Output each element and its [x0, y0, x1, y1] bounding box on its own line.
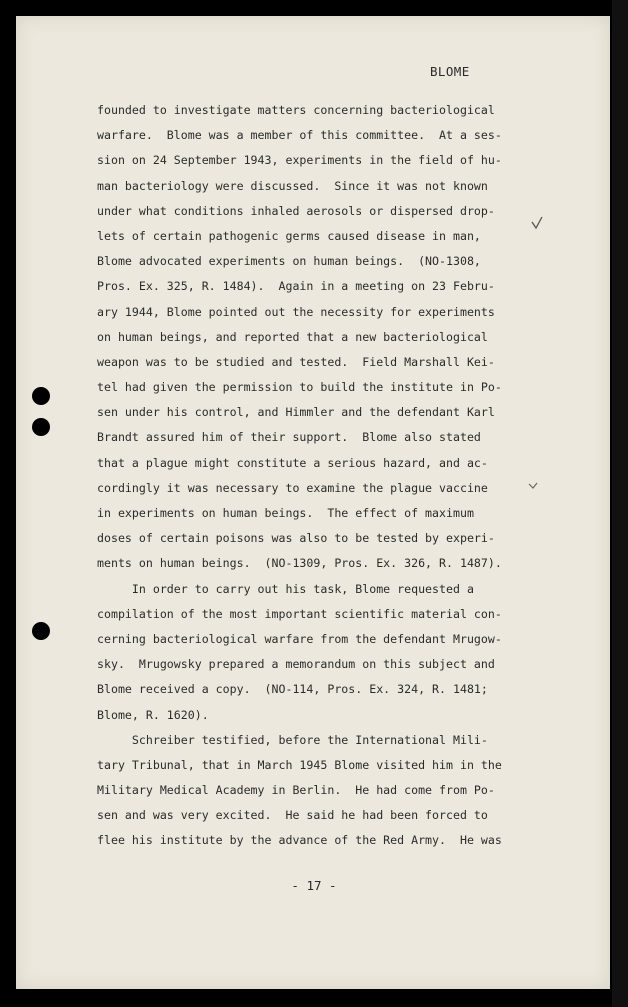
- text-line: ary 1944, Blome pointed out the necessity for experiments: [97, 304, 495, 319]
- text-line: Brandt assured him of their support. Blome also stated: [97, 430, 481, 445]
- text-line: that a plague might constitute a serious hazard, and ac-: [97, 455, 488, 470]
- text-line: doses of certain poisons was also to be tested by experi-: [97, 531, 495, 546]
- text-line: ments on human beings. (NO-1309, Pros. Ex. 326, R. 1487).: [97, 556, 502, 571]
- text-line: tel had given the permission to build the institute in Po-: [97, 380, 502, 395]
- text-line: cordingly it was necessary to examine the plague vaccine: [97, 480, 488, 495]
- text-line: In order to carry out his task, Blome requested a: [97, 581, 474, 596]
- text-line: sen under his control, and Himmler and the defendant Karl: [97, 405, 495, 420]
- text-line: compilation of the most important scientific material con-: [97, 606, 502, 621]
- text-line: on human beings, and reported that a new bacteriological: [97, 329, 488, 344]
- text-line: warfare. Blome was a member of this committee. At a ses-: [97, 128, 502, 143]
- check-mark-annotation: [530, 216, 544, 230]
- text-line: Blome advocated experiments on human beings. (NO-1308,: [97, 254, 481, 269]
- text-line: Blome received a copy. (NO-114, Pros. Ex. 324, R. 1481;: [97, 682, 488, 697]
- text-line: lets of certain pathogenic germs caused disease in man,: [97, 228, 481, 243]
- punch-hole-middle: [32, 418, 50, 436]
- text-line: Military Medical Academy in Berlin. He had come from Po-: [97, 783, 495, 798]
- text-line: sky. Mrugowsky prepared a memorandum on this subject and: [97, 657, 495, 672]
- text-line: Schreiber testified, before the International Mili-: [97, 732, 488, 747]
- text-line: flee his institute by the advance of the Red Army. He was: [97, 833, 502, 848]
- scan-edge: [612, 0, 628, 1007]
- text-line: sion on 24 September 1943, experiments in the field of hu-: [97, 153, 502, 168]
- text-line: sen and was very excited. He said he had been forced to: [97, 808, 488, 823]
- text-line: under what conditions inhaled aerosols or dispersed drop-: [97, 203, 495, 218]
- check-mark-annotation-small: [528, 481, 538, 491]
- body-text: [97, 98, 537, 854]
- text-line: Pros. Ex. 325, R. 1484). Again in a meeting on 23 Febru-: [97, 279, 495, 294]
- page-number: - 17 -: [291, 878, 337, 893]
- text-line: weapon was to be studied and tested. Field Marshall Kei-: [97, 354, 495, 369]
- text-line: tary Tribunal, that in March 1945 Blome visited him in the: [97, 757, 502, 772]
- punch-hole-bottom: [32, 622, 50, 640]
- text-line: Blome, R. 1620).: [97, 707, 209, 722]
- punch-hole-top: [32, 387, 50, 405]
- page-header: BLOME: [430, 64, 470, 79]
- text-line: in experiments on human beings. The effect of maximum: [97, 506, 474, 520]
- text-line: man bacteriology were discussed. Since it was not known: [97, 178, 488, 193]
- text-line: founded to investigate matters concerning bacteriological: [97, 103, 495, 117]
- text-line: cerning bacteriological warfare from the defendant Mrugow-: [97, 631, 502, 646]
